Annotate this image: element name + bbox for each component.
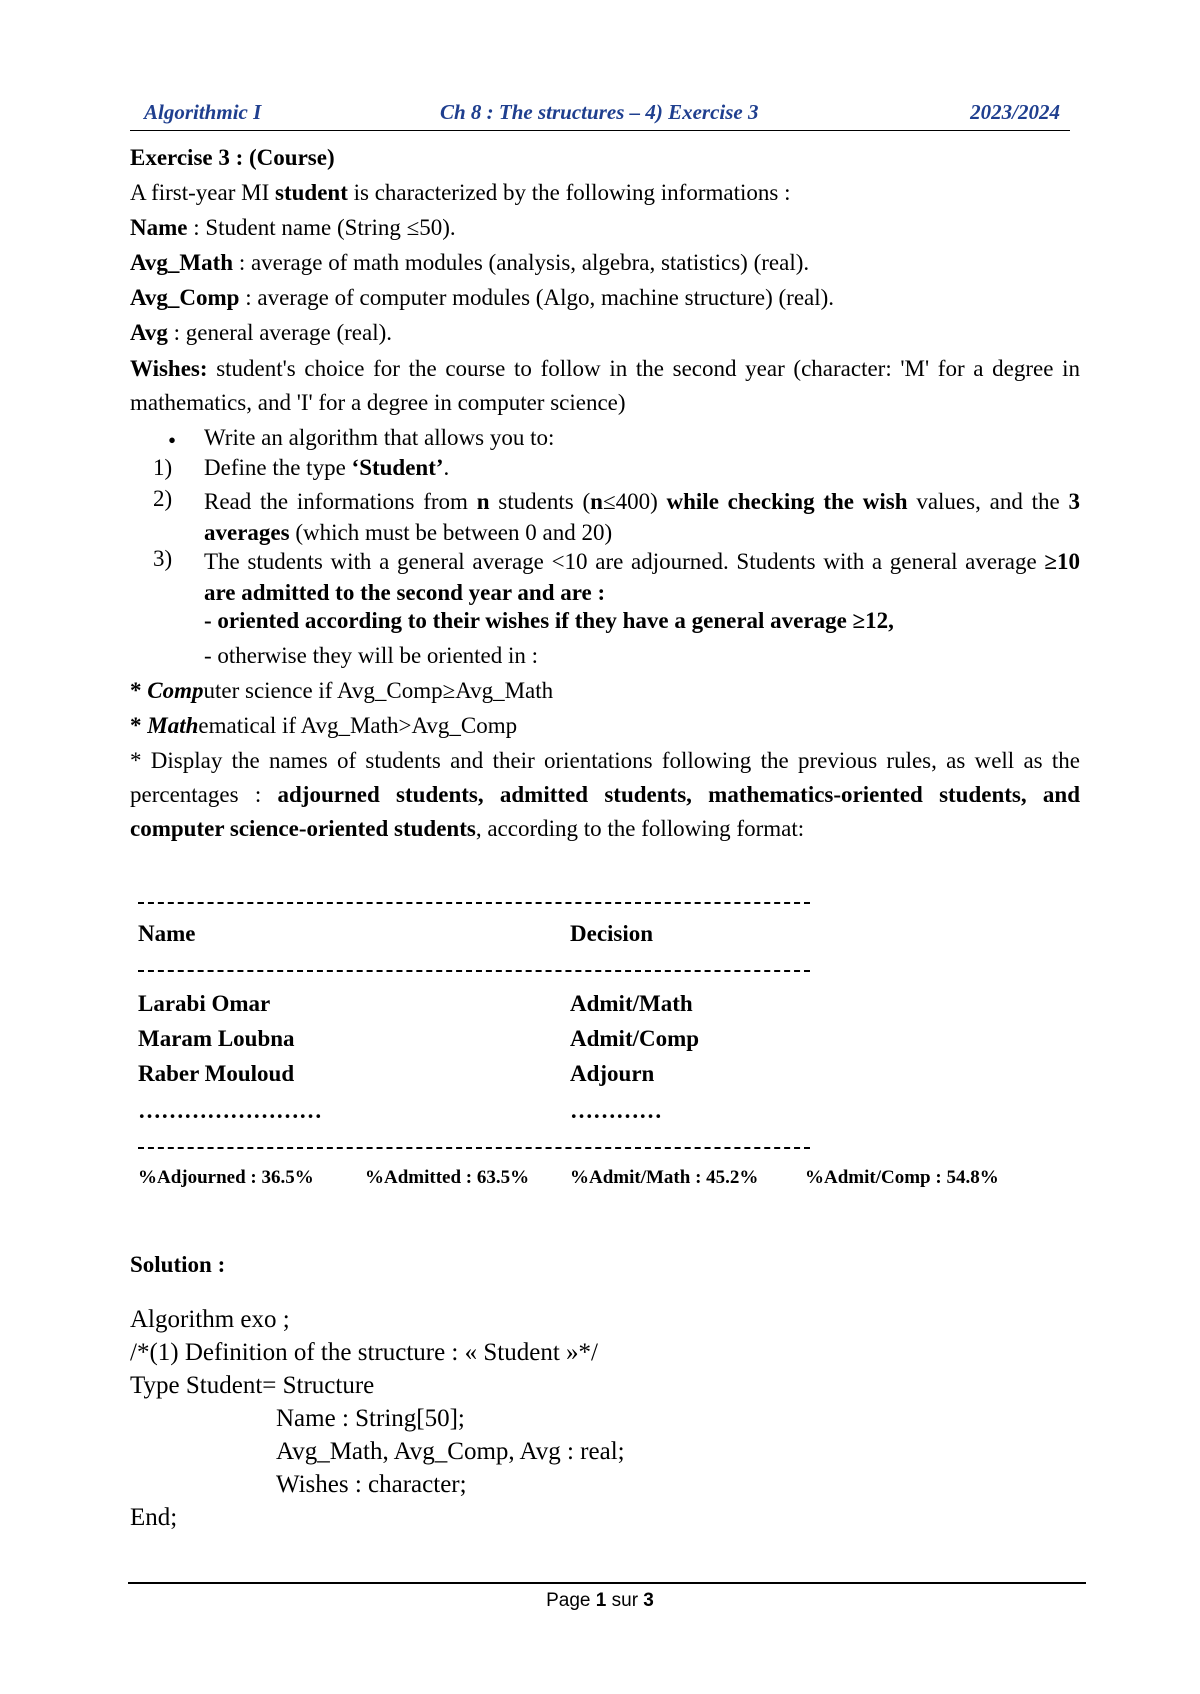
page-header (130, 98, 1070, 131)
table-separator-top (138, 902, 810, 904)
step-2-text: Read the informations from n students (n≤400) while checking the wish values, and the 3 averages (which must be between 0 and 20) (204, 489, 1080, 545)
display-instructions: * Display the names of students and their orientations following the previous rules, as well as the percentages : adjourned students, admitted students, mathematics-oriented students, and computer science-oriented students, according to the following format: (130, 748, 1080, 841)
table-row-decision: Admit/Math (570, 991, 693, 1016)
step-3-line-2: - oriented according to their wishes if they have a general average ≥12, (204, 608, 894, 633)
step-3-line-3: - otherwise they will be oriented in : (204, 643, 539, 668)
field-avg: Avg : general average (real). (130, 320, 392, 345)
percentage-admit-comp: %Admit/Comp : 54.8% (805, 1167, 999, 1188)
code-line: Wishes : character; (276, 1471, 467, 1498)
header-year: 2023/2024 (970, 100, 1060, 124)
code-line: Algorithm exo ; (130, 1306, 290, 1333)
rule-computer-science: * Computer science if Avg_Comp≥Avg_Math (130, 678, 554, 703)
table-row-decision: ………… (570, 1098, 662, 1123)
percentage-admitted: %Admitted : 63.5% (365, 1167, 530, 1188)
table-row-name: …………………… (138, 1098, 322, 1123)
code-line: Type Student= Structure (130, 1372, 375, 1399)
table-separator-bottom (138, 1147, 810, 1149)
table-header-decision: Decision (570, 921, 654, 946)
percentage-adjourned: %Adjourned : 36.5% (138, 1167, 314, 1188)
step-1-text: Define the type ‘Student’. (204, 455, 450, 480)
code-line: Name : String[50]; (276, 1405, 465, 1432)
field-avg-comp: Avg_Comp : average of computer modules (Algo, machine structure) (real). (130, 285, 835, 310)
step-3-number: 3) (153, 546, 173, 571)
header-chapter: Ch 8 : The structures – 4) Exercise 3 (440, 100, 759, 124)
code-line: /*(1) Definition of the structure : « Student »*/ (130, 1339, 598, 1366)
rule-mathematical: * Mathematical if Avg_Math>Avg_Comp (130, 713, 518, 738)
table-row-name: Raber Mouloud (138, 1061, 295, 1086)
table-row-name: Maram Loubna (138, 1026, 295, 1051)
bullet-text: Write an algorithm that allows you to: (204, 425, 555, 450)
footer-rule (128, 1582, 1086, 1584)
code-line: Avg_Math, Avg_Comp, Avg : real; (276, 1438, 625, 1465)
percentage-admit-math: %Admit/Math : 45.2% (570, 1167, 759, 1188)
header-course: Algorithmic I (144, 100, 262, 124)
page-number: Page 1 sur 3 (546, 1590, 654, 1611)
table-row-name: Larabi Omar (138, 991, 271, 1016)
field-name: Name : Student name (String ≤50). (130, 215, 456, 240)
table-header-name: Name (138, 921, 196, 946)
exercise-title: Exercise 3 : (Course) (130, 145, 335, 170)
exercise-intro: A first-year MI student is characterized by the following informations : (130, 180, 791, 205)
field-wishes: Wishes: student's choice for the course to follow in the second year (character: 'M' for a degree in mathematics, and 'I' for a degree in computer science) (130, 356, 1080, 415)
code-line: End; (130, 1504, 178, 1531)
table-row-decision: Adjourn (570, 1061, 655, 1086)
step-1-number: 1) (153, 455, 173, 480)
step-2-number: 2) (153, 486, 173, 511)
bullet-mark: • (168, 428, 177, 453)
field-avg-math: Avg_Math : average of math modules (analysis, algebra, statistics) (real). (130, 250, 810, 275)
step-3-text: The students with a general average <10 are adjourned. Students with a general average ≥10 are admitted to the second year and are : (204, 549, 1080, 605)
table-separator-header (138, 970, 810, 972)
solution-title: Solution : (130, 1252, 226, 1277)
table-row-decision: Admit/Comp (570, 1026, 700, 1051)
